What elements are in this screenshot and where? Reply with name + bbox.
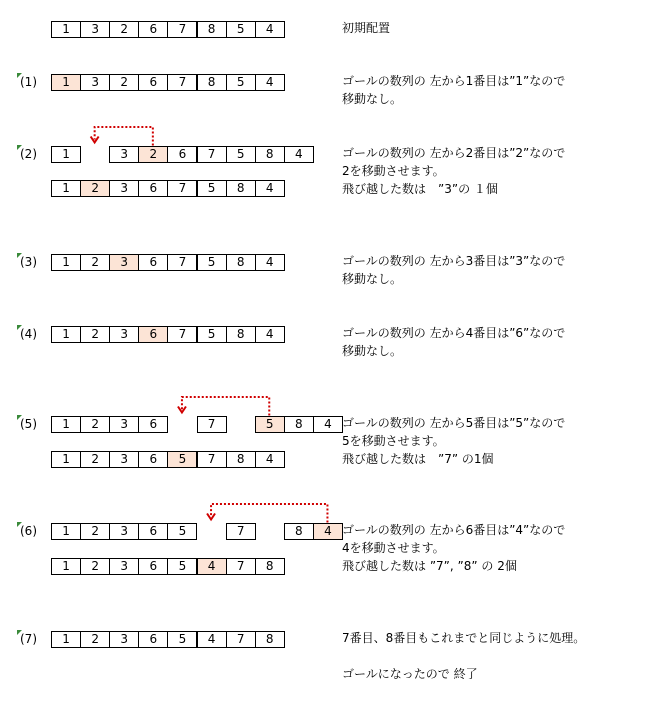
row-cell: 5 [167, 523, 197, 540]
step-description: ゴールになったので 終了 [342, 667, 478, 681]
result-cell: 5 [167, 451, 197, 468]
result-cell: 8 [226, 451, 256, 468]
row-cell: 7 [226, 631, 256, 648]
row-cell: 5 [167, 631, 197, 648]
row-cell: 3 [109, 146, 139, 163]
row-cell: 8 [255, 631, 285, 648]
result-cell: 6 [138, 451, 168, 468]
row-cell: 3 [109, 523, 139, 540]
initial-cell: 5 [226, 21, 256, 38]
row-cell: 2 [138, 146, 168, 163]
row-cell: 6 [138, 416, 168, 433]
result-cell: 7 [226, 558, 256, 575]
row-cell: 6 [138, 326, 168, 343]
step-label: (7) [20, 632, 37, 646]
row-cell: 3 [80, 74, 110, 91]
step-label: (4) [20, 327, 37, 341]
step-description: 移動なし。 [342, 92, 403, 106]
row-cell: 8 [197, 74, 227, 91]
row-cell: 7 [167, 254, 197, 271]
step-description: 7番目、8番目もこれまでと同じように処理。 [342, 631, 586, 645]
row-cell: 8 [284, 523, 314, 540]
initial-cell: 8 [197, 21, 227, 38]
row-cell: 2 [80, 523, 110, 540]
step-label: (3) [20, 255, 37, 269]
row-cell: 2 [80, 254, 110, 271]
move-arrow [95, 127, 153, 146]
step-label: (1) [20, 75, 37, 89]
result-cell: 7 [197, 451, 227, 468]
move-arrow [182, 397, 269, 416]
initial-description: 初期配置 [342, 21, 391, 35]
initial-cell: 1 [51, 21, 81, 38]
result-cell: 2 [80, 180, 110, 197]
step-description: 飛び越した数は ”7”, ”8” の 2個 [342, 559, 517, 573]
result-cell: 4 [255, 451, 285, 468]
step-description: ゴールの数列の 左から3番目は”3”なので [342, 254, 566, 268]
initial-cell: 6 [138, 21, 168, 38]
step-label: (2) [20, 147, 37, 161]
step-description: 飛び越した数は ”3”の １個 [342, 182, 498, 196]
row-cell: 5 [226, 146, 256, 163]
row-cell: 3 [109, 416, 139, 433]
row-cell: 4 [255, 74, 285, 91]
step-description: ゴールの数列の 左から5番目は”5”なので [342, 416, 566, 430]
row-cell: 5 [197, 326, 227, 343]
result-cell: 6 [138, 558, 168, 575]
row-cell: 1 [51, 326, 81, 343]
row-cell: 8 [284, 416, 314, 433]
result-cell: 6 [138, 180, 168, 197]
step-description: ゴールの数列の 左から1番目は”1”なので [342, 74, 566, 88]
result-cell: 2 [80, 451, 110, 468]
result-cell: 2 [80, 558, 110, 575]
row-cell: 4 [255, 254, 285, 271]
row-cell: 5 [226, 74, 256, 91]
row-cell: 6 [138, 74, 168, 91]
result-cell: 3 [109, 451, 139, 468]
step-description: 移動なし。 [342, 272, 403, 286]
result-cell: 1 [51, 558, 81, 575]
row-cell: 2 [109, 74, 139, 91]
row-cell: 3 [109, 326, 139, 343]
row-cell: 4 [197, 631, 227, 648]
row-cell: 2 [80, 326, 110, 343]
row-cell: 1 [51, 631, 81, 648]
step-description: 移動なし。 [342, 344, 403, 358]
row-cell: 5 [197, 254, 227, 271]
initial-cell: 2 [109, 21, 139, 38]
row-cell: 7 [197, 416, 227, 433]
row-cell: 5 [255, 416, 285, 433]
row-cell: 7 [226, 523, 256, 540]
initial-cell: 3 [80, 21, 110, 38]
row-cell: 1 [51, 254, 81, 271]
step-label: (5) [20, 417, 37, 431]
step-label: (6) [20, 524, 37, 538]
step-description: ゴールの数列の 左から4番目は”6”なので [342, 326, 566, 340]
result-cell: 3 [109, 558, 139, 575]
move-arrow [211, 504, 327, 523]
row-cell: 7 [167, 326, 197, 343]
result-cell: 8 [255, 558, 285, 575]
row-cell: 6 [167, 146, 197, 163]
row-cell: 3 [109, 254, 139, 271]
row-cell: 7 [197, 146, 227, 163]
row-cell: 8 [226, 326, 256, 343]
result-cell: 1 [51, 451, 81, 468]
row-cell: 6 [138, 254, 168, 271]
result-cell: 1 [51, 180, 81, 197]
row-cell: 7 [167, 74, 197, 91]
result-cell: 5 [167, 558, 197, 575]
step-description: 4を移動させます。 [342, 541, 445, 555]
step-description: ゴールの数列の 左から6番目は”4”なので [342, 523, 566, 537]
row-cell: 6 [138, 631, 168, 648]
row-cell: 4 [255, 326, 285, 343]
result-cell: 3 [109, 180, 139, 197]
step-description: 飛び越した数は ”7” の1個 [342, 452, 494, 466]
row-cell: 4 [313, 523, 343, 540]
row-cell: 1 [51, 146, 81, 163]
row-cell: 4 [284, 146, 314, 163]
result-cell: 8 [226, 180, 256, 197]
result-cell: 4 [255, 180, 285, 197]
row-cell: 2 [80, 631, 110, 648]
row-cell: 1 [51, 74, 81, 91]
step-description: 2を移動させます。 [342, 164, 445, 178]
row-cell: 1 [51, 416, 81, 433]
initial-cell: 7 [167, 21, 197, 38]
row-cell: 3 [109, 631, 139, 648]
row-cell: 8 [255, 146, 285, 163]
result-cell: 7 [167, 180, 197, 197]
row-cell: 2 [80, 416, 110, 433]
row-cell: 4 [313, 416, 343, 433]
initial-cell: 4 [255, 21, 285, 38]
row-cell: 1 [51, 523, 81, 540]
step-description: ゴールの数列の 左から2番目は”2”なので [342, 146, 566, 160]
step-description: 5を移動させます。 [342, 434, 445, 448]
row-cell: 6 [138, 523, 168, 540]
result-cell: 5 [197, 180, 227, 197]
row-cell: 8 [226, 254, 256, 271]
result-cell: 4 [197, 558, 227, 575]
